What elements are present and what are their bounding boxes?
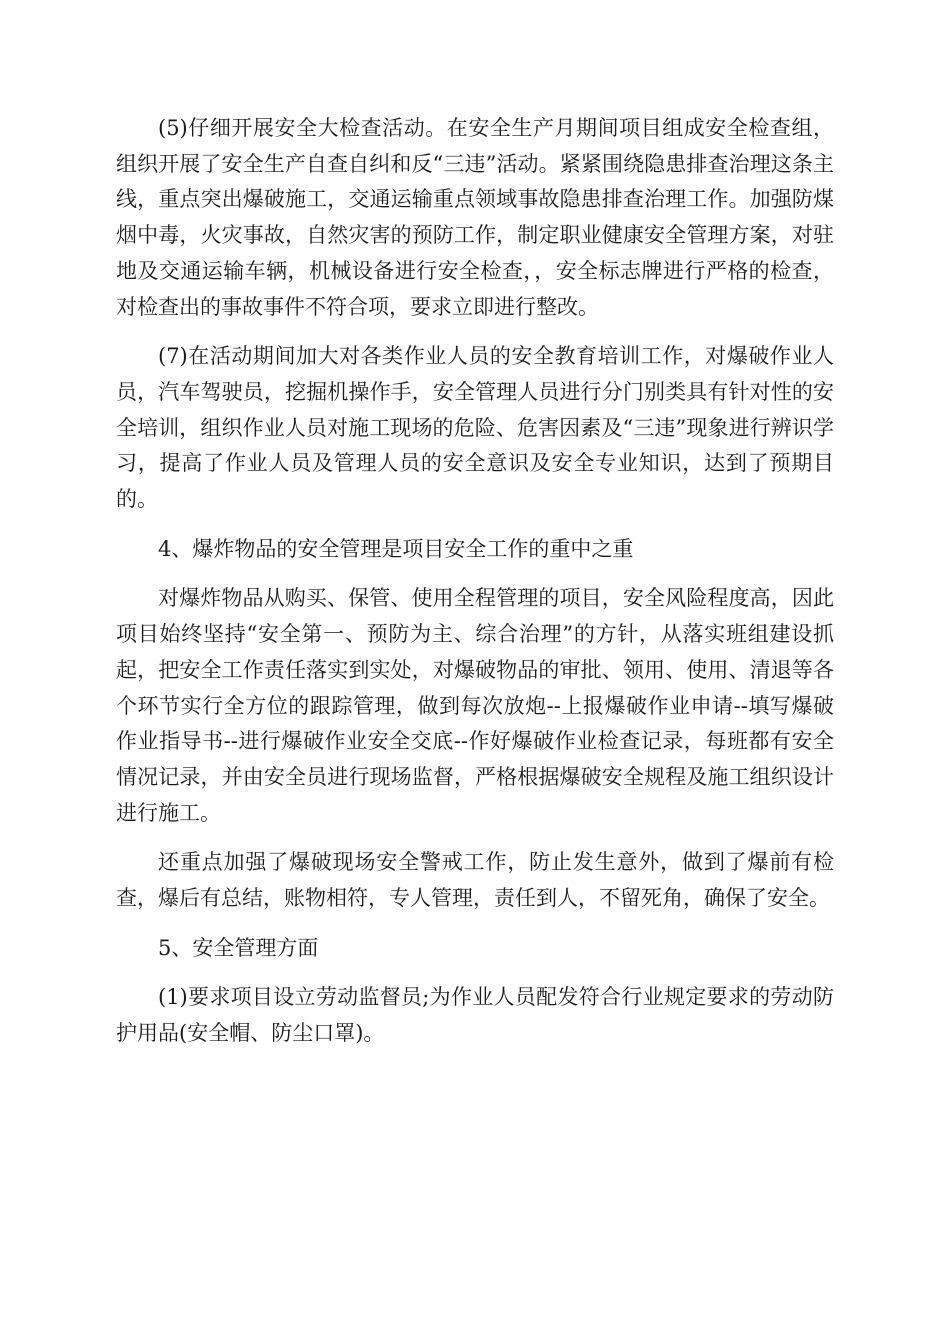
paragraph-explosives-management: 对爆炸物品从购买、保管、使用全程管理的项目，安全风险程度高，因此项目始终坚持“安全第一、预防为主、综合治理”的方针，从落实班组建设抓起，把安全工作责任落实到实处，对爆破物品的审批、领用、使用、清退等各个环节实行全方位的跟踪管理，做到每次放炮--上报爆破作业申请--填写爆破作业指导书--进行爆破作业安全交底--作好爆破作业检查记录，每班都有安全情况记录，并由安全员进行现场监督，严格根据爆破安全规程及施工组织设计进行施工。 bbox=[116, 586, 834, 825]
paragraph-safety-inspection: (5)仔细开展安全大检查活动。在安全生产月期间项目组成安全检查组，组织开展了安全生产自查自纠和反“三违”活动。紧紧围绕隐患排查治理这条主线，重点突出爆破施工，交通运输重点领域事故隐患排查治理工作。加强防煤烟中毒，火灾事故，自然灾害的预防工作，制定职业健康安全管理方案，对驻地及交通运输车辆，机械设备进行安全检查，，安全标志牌进行严格的检查，对检查出的事故事件不符合项，要求立即进行整改。 bbox=[116, 116, 834, 319]
section-heading-safety-management: 5、安全管理方面 bbox=[158, 935, 319, 960]
section-heading-explosives: 4、爆炸物品的安全管理是项目安全工作的重中之重 bbox=[158, 536, 634, 561]
paragraph-blasting-site-guard: 还重点加强了爆破现场安全警戒工作，防止发生意外，做到了爆前有检查，爆后有总结，账物相符，专人管理，责任到人，不留死角，确保了安全。 bbox=[116, 850, 834, 911]
document-page bbox=[116, 111, 834, 1066]
paragraph-safety-training: (7)在活动期间加大对各类作业人员的安全教育培训工作，对爆破作业人员，汽车驾驶员，挖掘机操作手，安全管理人员进行分门别类具有针对性的安全培训，组织作业人员对施工现场的危险、危害因素及“三违”现象进行辨识学习，提高了作业人员及管理人员的安全意识及安全专业知识，达到了预期目的。 bbox=[116, 344, 834, 512]
paragraph-labor-supervisor: (1)要求项目设立劳动监督员;为作业人员配发符合行业规定要求的劳动防护用品(安全帽、防尘口罩)。 bbox=[116, 985, 834, 1046]
